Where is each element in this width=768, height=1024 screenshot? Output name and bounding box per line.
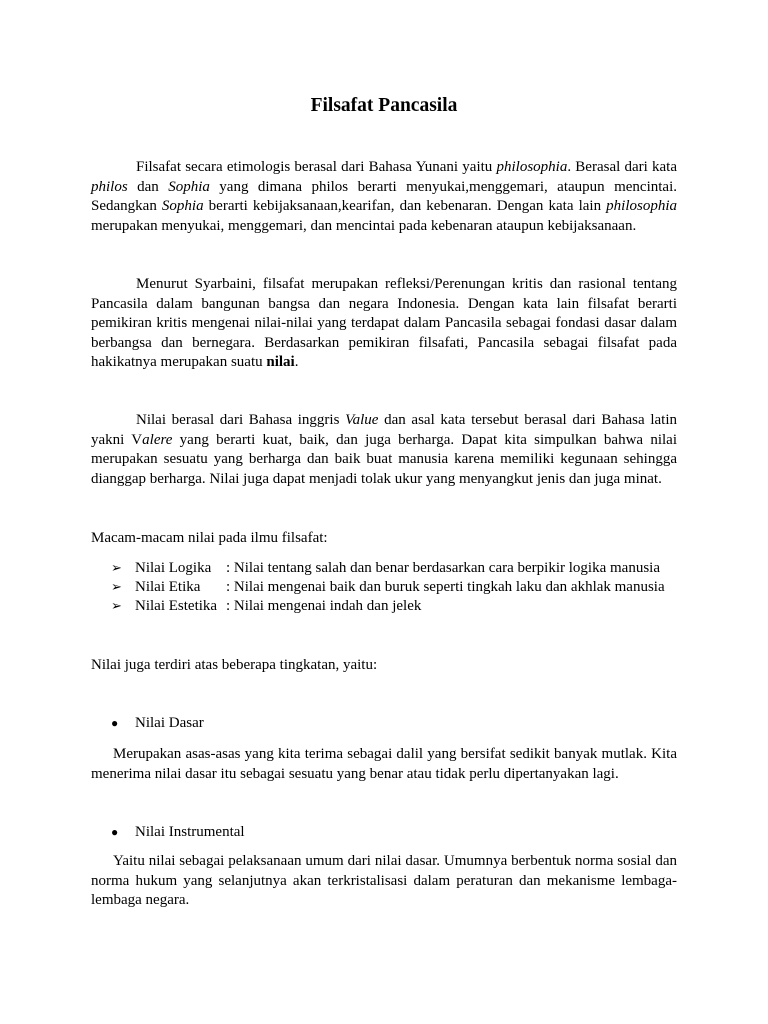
nilai-desc: : Nilai tentang salah dan benar berdasarkan cara berpikir logika manusia: [226, 560, 660, 576]
text-run: . Berasal dari kata: [567, 159, 677, 175]
text-run: Nilai berasal dari Bahasa inggris: [136, 412, 346, 428]
text-run: .: [294, 354, 299, 370]
tingkatan-title: Nilai Instrumental: [135, 824, 245, 840]
nilai-desc: : Nilai mengenai baik dan buruk seperti tingkah laku dan akhlak manusia: [226, 579, 665, 595]
nilai-name: Nilai Logika: [135, 560, 212, 576]
tingkatan-item-text: [91, 852, 677, 911]
list-item: [111, 596, 421, 617]
text-run: Menurut Syarbaini, filsafat merupakan refleksi/Perenungan kritis dan rasional tentang Pancasila dalam bangunan bangsa dan negara Indonesia. Dengan kata lain filsafat berarti pemikiran kritis mengenai nilai-nilai yang terdapat dalam Pancasila sebagai fondasi dasar dalam berbangsa dan bernegara. Berdasarkan pemikiran filsafati, Pancasila sebagai filsafat pada hakikatnya merupakan suatu: [91, 276, 677, 370]
italic-term: Sophia: [168, 178, 210, 195]
bullet-dot-icon: ●: [111, 825, 119, 839]
paragraph-syarbaini: [91, 275, 677, 373]
tingkatan-text: Yaitu nilai sebagai pelaksanaan umum dari nilai dasar. Umumnya berbentuk norma sosial dan norma hukum yang selanjutnya akan terkristalisasi dalam peraturan dan mekanisme lembaga-lembaga negara.: [91, 853, 677, 908]
tingkatan-heading: Nilai juga terdiri atas beberapa tingkatan, yaitu:: [91, 657, 378, 673]
tingkatan-item-title: [111, 714, 204, 734]
tingkatan-title: Nilai Dasar: [135, 715, 204, 731]
tingkatan-item-title: [111, 823, 245, 843]
paragraph-etimologi: [91, 158, 677, 236]
bold-term: nilai: [266, 354, 295, 370]
tingkatan-item-text: [91, 745, 677, 784]
italic-term: philosophia: [496, 159, 568, 175]
italic-term: philosophia: [606, 198, 677, 214]
page-title: Filsafat Pancasila: [310, 95, 458, 116]
nilai-name: Nilai Etika: [135, 579, 201, 595]
text-run: yang dimana philos berarti menyukai,menggemari, ataupun mencintai. Sedangkan: [91, 178, 677, 214]
italic-term: alere: [142, 431, 173, 448]
arrow-bullet-icon: ➢: [111, 579, 122, 594]
text-run: merupakan menyukai, menggemari, dan mencintai pada kebenaran ataupun kebijaksanaan.: [91, 217, 637, 234]
italic-term: Sophia: [161, 198, 204, 214]
italic-term: philos: [91, 178, 128, 195]
text-run: Filsafat secara etimologis berasal dari Bahasa Yunani yaitu: [136, 159, 497, 175]
text-run: dan: [127, 178, 169, 195]
nilai-desc: : Nilai mengenai indah dan jelek: [226, 598, 422, 614]
text-run: yang berarti kuat, baik, dan juga berharga. Dapat kita simpulkan bahwa nilai merupakan sesuatu yang berharga dan baik buat manusia karena memiliki kegunaan sehingga dianggap berharga. Nilai juga dapat menjadi tolak ukur yang menyangkut jenis dan juga minat.: [91, 431, 677, 487]
list-item: [111, 577, 665, 598]
list-item: [111, 558, 660, 579]
text-run: dan asal kata tersebut berasal dari Bahasa latin yakni V: [91, 412, 677, 448]
bullet-dot-icon: ●: [111, 716, 119, 730]
arrow-bullet-icon: ➢: [111, 598, 122, 613]
macam-heading: Macam-macam nilai pada ilmu filsafat:: [91, 530, 328, 546]
text-run: berarti kebijaksanaan,kearifan, dan kebenaran. Dengan kata lain: [203, 198, 607, 214]
tingkatan-text: Merupakan asas-asas yang kita terima sebagai dalil yang bersifat sedikit banyak mutlak. Kita menerima nilai dasar itu sebagai sesuatu yang benar atau tidak perlu dipertanyakan lagi.: [91, 746, 677, 782]
arrow-bullet-icon: ➢: [111, 560, 122, 575]
nilai-name: Nilai Estetika: [135, 598, 218, 614]
italic-term: Value: [345, 412, 379, 428]
paragraph-nilai: [91, 411, 677, 489]
